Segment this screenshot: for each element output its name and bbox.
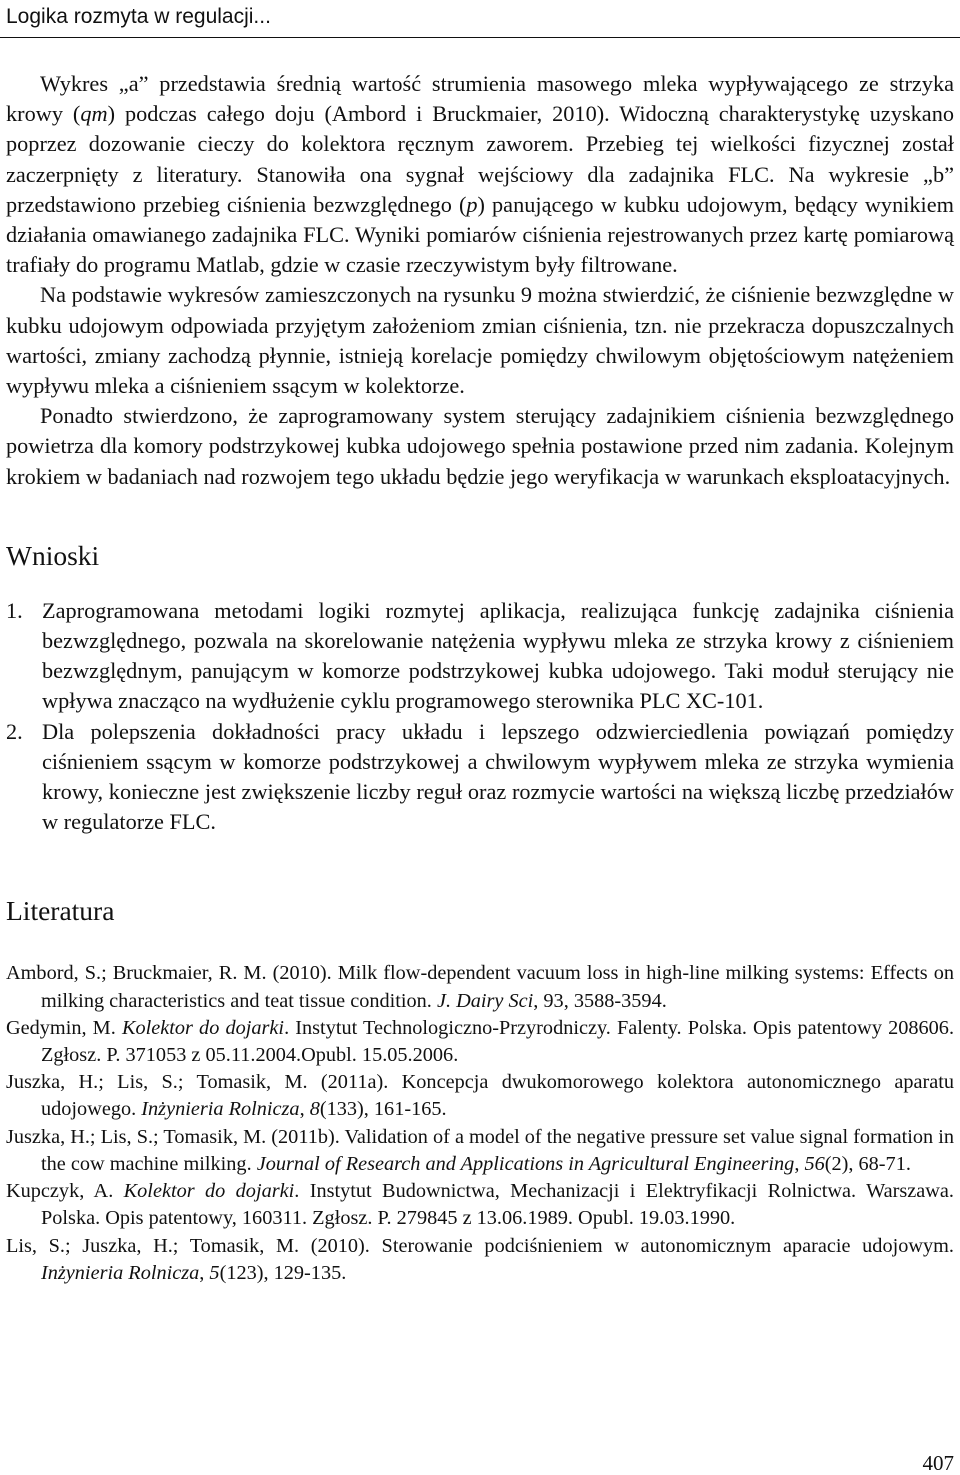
- body-paragraph-2: Na podstawie wykresów zamieszczonych na rysunku 9 można stwierdzić, że ciśnienie bezwzględne w kubku udojowym odpowiada przyjętym założeniom zmian ciśnienia, tzn. nie przekracza dopuszczalnych wartości, zmiany zachodzą płynnie, istnieją korelacje pomiędzy chwilowym objętościowym natężeniem wypływu mleka a ciśnieniem ssącym w kolektorze.: [6, 282, 954, 399]
- paragraph-text: Wykres „a” przedstawia średnią wartość strumienia masowego mleka wypływającego ze strzyka krowy (: [6, 71, 954, 127]
- reference-entry: [6, 960, 954, 1014]
- symbol-qm: qm: [80, 101, 108, 127]
- page-content: [6, 69, 954, 1287]
- conclusion-item: [6, 717, 954, 838]
- ref-text: Gedymin, M.: [6, 1016, 122, 1039]
- body-paragraph-3: Ponadto stwierdzono, że zaprogramowany system sterujący zadajnikiem ciśnienia bezwzględnego powietrza dla komory podstrzykowej kubka udojowego spełnia postawione przed nim zadania. Kolejnym krokiem w badaniach nad rozwojem tego układu będzie jego weryfikacja w warunkach eksploatacyjnych.: [6, 403, 954, 489]
- ref-text: . Instytut Technologiczno-Przyrodniczy. Falenty. Polska. Opis patentowy 208606. Zgłosz. P. 371053 z 05.11.2004.Opubl. 15.05.2006.: [41, 1016, 955, 1067]
- conclusion-text: Zaprogramowana metodami logiki rozmytej aplikacja, realizująca funkcję zadajnika ciśnienia bezwzględnego, pozwala na skorelowanie natężenia wypływu mleka ze strzyka krowy z ciśnieniem bezwzględnym, panującym w komorze podstrzykowej kubka udojowego. Taki moduł sterujący nie wpływa znacząco na wydłużenie cyklu programowego sterownika PLC XC-101.: [42, 597, 954, 714]
- ref-text: Kupczyk, A.: [6, 1180, 124, 1203]
- conclusions-list: [6, 596, 954, 838]
- ref-volume: 8: [309, 1098, 320, 1121]
- ref-title: Kolektor do dojarki: [123, 1180, 295, 1203]
- conclusion-item: [6, 596, 954, 717]
- ref-volume: 5: [209, 1261, 220, 1284]
- running-header: Logika rozmyta w regulacji...: [6, 5, 271, 28]
- symbol-p: p: [466, 191, 478, 217]
- section-heading-literatura: Literatura: [6, 895, 115, 927]
- body-paragraph-1: [6, 69, 954, 280]
- ref-journal: Inżynieria Rolnicza: [41, 1261, 200, 1284]
- section-heading-wnioski: Wnioski: [6, 539, 100, 571]
- ref-text: (123), 129-135.: [219, 1261, 347, 1284]
- ref-text: Ambord, S.; Bruckmaier, R. M. (2010). Milk flow-dependent vacuum loss in high-line milking systems: Effects on milking characteristics and teat tissue condition.: [6, 962, 954, 1012]
- ref-journal: J. Dairy Sci: [436, 989, 534, 1012]
- conclusion-number: 2.: [6, 718, 23, 744]
- ref-title: Kolektor do dojarki: [121, 1016, 285, 1039]
- ref-volume: 56: [804, 1152, 825, 1175]
- reference-entry: Juszka, H.; Lis, S.; Tomasik, M. (2011b). Validation of a model of the negative pressure set value signal formation in the cow machine milking. Journal of Research and Applications in Agricultural Engineering, 56(2), 68-71.: [6, 1125, 954, 1175]
- conclusion-text: Dla polepszenia dokładności pracy układu i lepszego odzwierciedlenia powiązań pomiędzy ciśnieniem ssącym w komorze podstrzykowej a chwilowym wypływem mleka ze strzyka wymienia krowy, konieczne jest zwiększenie liczby reguł oraz rozmycie wartości na większą liczbę przedziałów w regulatorze FLC.: [42, 718, 954, 835]
- paragraph-text: ) podczas całego doju (Ambord i Bruckmaier, 2010). Widoczną charakterystykę uzyskano poprzez dozowanie cieczy do kolektora ręcznym zaworem. Przebieg tej wielkości fizycznej został zaczerpnięty z literatury. Stanowiła ona sygnał wejściowy dla zadajnika FLC. Na wykresie „b” przedstawiono przebieg ciśnienia bezwzględnego (: [6, 101, 954, 217]
- ref-text: , 93, 3588-3594.: [533, 989, 667, 1012]
- reference-entry: [6, 1015, 954, 1069]
- ref-text: . Instytut Budownictwa, Mechanizacji i Elektryfikacji Rolnictwa. Warszawa. Polska. Opis patentowy, 160311. Zgłosz. P. 279845 z 13.06.1989. Opubl. 19.03.1990.: [41, 1180, 954, 1230]
- ref-text: (2), 68-71.: [824, 1152, 911, 1175]
- reference-entry: [6, 1178, 954, 1232]
- paragraph-text: ) panującego w kubku udojowym, będący wynikiem działania omawianego zadajnika FLC. Wyniki pomiarów ciśnienia rejestrowanych przez kartę pomiarową trafiały do programu Matlab, gdzie w czasie rzeczywistym były filtrowane.: [6, 191, 954, 278]
- references-list: [6, 960, 954, 1286]
- ref-text: Juszka, H.; Lis, S.; Tomasik, M. (2011b). Validation of a model of the negative pressure set value signal formation in the cow machine milking.: [6, 1125, 954, 1175]
- ref-journal: Inżynieria Rolnicza: [141, 1098, 300, 1121]
- ref-text: Lis, S.; Juszka, H.; Tomasik, M. (2010). Sterowanie podciśnieniem w autonomicznym aparacie udojowym.: [6, 1234, 954, 1257]
- ref-text: Juszka, H.; Lis, S.; Tomasik, M. (2011a). Koncepcja dwukomorowego kolektora autonomicznego aparatu udojowego.: [6, 1071, 954, 1121]
- ref-journal: Journal of Research and Applications in Agricultural Engineering: [256, 1152, 795, 1175]
- reference-entry: Lis, S.; Juszka, H.; Tomasik, M. (2010). Sterowanie podciśnieniem w autonomicznym aparacie udojowym. Inżynieria Rolnicza, 5(123), 129-135.: [6, 1234, 954, 1284]
- reference-entry: Juszka, H.; Lis, S.; Tomasik, M. (2011a). Koncepcja dwukomorowego kolektora autonomicznego aparatu udojowego. Inżynieria Rolnicza, 8(133), 161-165.: [6, 1071, 954, 1121]
- conclusion-number: 1.: [6, 597, 23, 623]
- header-rule: [0, 37, 960, 38]
- ref-text: (133), 161-165.: [319, 1098, 447, 1121]
- page-number: 407: [922, 1451, 954, 1475]
